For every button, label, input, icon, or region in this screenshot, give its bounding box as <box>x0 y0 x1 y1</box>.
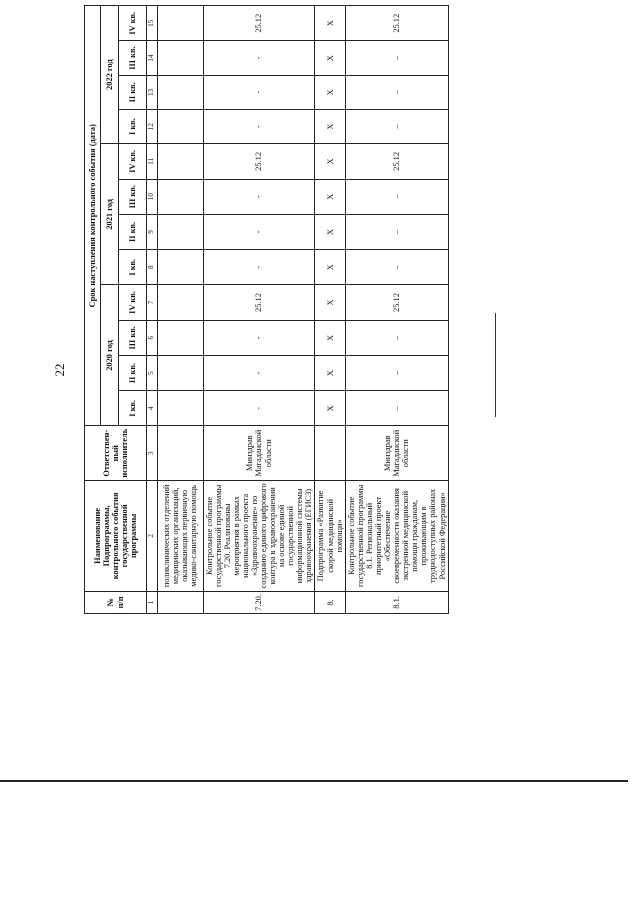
header-quarter: IV кв. <box>119 144 147 179</box>
deadline-cell: Х <box>315 109 345 143</box>
deadline-cell: - <box>203 391 315 426</box>
header-quarter: III кв. <box>119 41 147 75</box>
table-row <box>345 6 448 614</box>
column-index: 11 <box>147 144 158 179</box>
row-name: Контрольное событие государственной программы 8.1. Региональный приоритетный проект «Обеспечение своевременности оказания экстренной медицинской помощи гражданам, проживающим в труднодоступных районах Российской Федерации» <box>345 480 448 591</box>
row-num: 7.20. <box>203 591 315 613</box>
header-quarter: II кв. <box>119 75 147 109</box>
deadline-cell <box>157 214 203 249</box>
deadline-cell <box>157 75 203 109</box>
column-index: 3 <box>147 426 158 480</box>
deadline-cell: - <box>203 355 315 390</box>
header-quarter: I кв. <box>119 391 147 426</box>
deadline-cell: - <box>203 75 315 109</box>
deadline-cell: - <box>203 41 315 75</box>
column-index: 13 <box>147 75 158 109</box>
deadline-cell <box>157 109 203 143</box>
deadline-cell: Х <box>315 144 345 179</box>
header-quarter: II кв. <box>119 214 147 249</box>
deadline-cell: – <box>345 41 448 75</box>
deadline-cell: Х <box>315 214 345 249</box>
deadline-cell: 25.12 <box>345 285 448 320</box>
header-quarter: II кв. <box>119 355 147 390</box>
deadline-cell: – <box>345 179 448 214</box>
deadline-cell: – <box>345 109 448 143</box>
column-index: 14 <box>147 41 158 75</box>
deadline-cell <box>157 6 203 41</box>
deadline-cell: – <box>345 214 448 249</box>
header-responsible: Ответствен-ный исполнитель <box>85 426 147 480</box>
control-events-grid <box>84 5 449 614</box>
deadline-cell <box>157 285 203 320</box>
deadline-cell: - <box>203 250 315 285</box>
deadline-cell: 25.12 <box>203 6 315 41</box>
table-row <box>315 6 345 614</box>
column-index: 10 <box>147 179 158 214</box>
deadline-cell: 25.12 <box>203 285 315 320</box>
header-quarter: I кв. <box>119 109 147 143</box>
header-quarter: IV кв. <box>119 6 147 41</box>
column-index: 5 <box>147 355 158 390</box>
deadline-cell <box>157 250 203 285</box>
deadline-cell: Х <box>315 75 345 109</box>
row-num: 8. <box>315 591 345 613</box>
row-name: Контрольное событие государственной программы 7.20. Реализованы мероприятия в рамках национального проекта «Здравоохранение» по созданию единого цифрового контура в здравоохранении на основе единой государственной информационной системы здравоохранения (ЕГИСЗ) <box>203 480 315 591</box>
deadline-cell: - <box>203 214 315 249</box>
column-index: 8 <box>147 250 158 285</box>
page-number: 22 <box>52 363 67 377</box>
deadline-cell: Х <box>315 6 345 41</box>
deadline-cell: – <box>345 75 448 109</box>
table-row <box>157 6 203 614</box>
deadline-cell: Х <box>315 179 345 214</box>
header-name: Наименование Подпрограммы, контрольного события государственной программы <box>85 480 147 591</box>
header-deadline: Срок наступления контрольного события (дата) <box>85 6 101 427</box>
column-index: 2 <box>147 480 158 591</box>
column-index: 9 <box>147 214 158 249</box>
control-events-table <box>84 5 447 614</box>
column-index: 1 <box>147 591 158 613</box>
header-quarter: III кв. <box>119 179 147 214</box>
deadline-cell: Х <box>315 391 345 426</box>
row-responsible: Минздрав Магаданской области <box>345 426 448 480</box>
header-year: 2021 год <box>101 144 119 285</box>
deadline-cell: 25.12 <box>345 144 448 179</box>
deadline-cell: Х <box>315 355 345 390</box>
table-row <box>203 6 315 614</box>
deadline-cell: Х <box>315 250 345 285</box>
deadline-cell: – <box>345 391 448 426</box>
deadline-cell: – <box>345 355 448 390</box>
deadline-cell <box>157 355 203 390</box>
deadline-cell <box>157 41 203 75</box>
row-responsible: Минздрав Магаданской области <box>203 426 315 480</box>
deadline-cell: Х <box>315 285 345 320</box>
deadline-cell <box>157 320 203 355</box>
deadline-cell <box>157 179 203 214</box>
divider-line <box>495 313 496 417</box>
deadline-cell: - <box>203 179 315 214</box>
row-num: 8.1. <box>345 591 448 613</box>
deadline-cell: - <box>203 320 315 355</box>
column-index: 15 <box>147 6 158 41</box>
deadline-cell: – <box>345 250 448 285</box>
deadline-cell <box>157 391 203 426</box>
row-name: поликлинических отделений медицинских организаций, оказывающих первичную медико-санитарную помощь <box>157 480 203 591</box>
header-year: 2020 год <box>101 285 119 426</box>
column-index: 12 <box>147 109 158 143</box>
row-responsible <box>315 426 345 480</box>
header-year: 2022 год <box>101 6 119 144</box>
deadline-cell: – <box>345 320 448 355</box>
deadline-cell: 25.12 <box>345 6 448 41</box>
row-num <box>157 591 203 613</box>
column-index: 4 <box>147 391 158 426</box>
deadline-cell: - <box>203 109 315 143</box>
row-name: Подпрограмма «Развитие скорой медицинской помощи» <box>315 480 345 591</box>
header-quarter: IV кв. <box>119 285 147 320</box>
header-quarter: III кв. <box>119 320 147 355</box>
row-responsible <box>157 426 203 480</box>
deadline-cell: 25.12 <box>203 144 315 179</box>
deadline-cell <box>157 144 203 179</box>
header-num: № п/п <box>85 591 147 613</box>
column-index: 7 <box>147 285 158 320</box>
deadline-cell: Х <box>315 320 345 355</box>
column-index: 6 <box>147 320 158 355</box>
deadline-cell: Х <box>315 41 345 75</box>
header-quarter: I кв. <box>119 250 147 285</box>
bottom-rule <box>0 780 628 782</box>
